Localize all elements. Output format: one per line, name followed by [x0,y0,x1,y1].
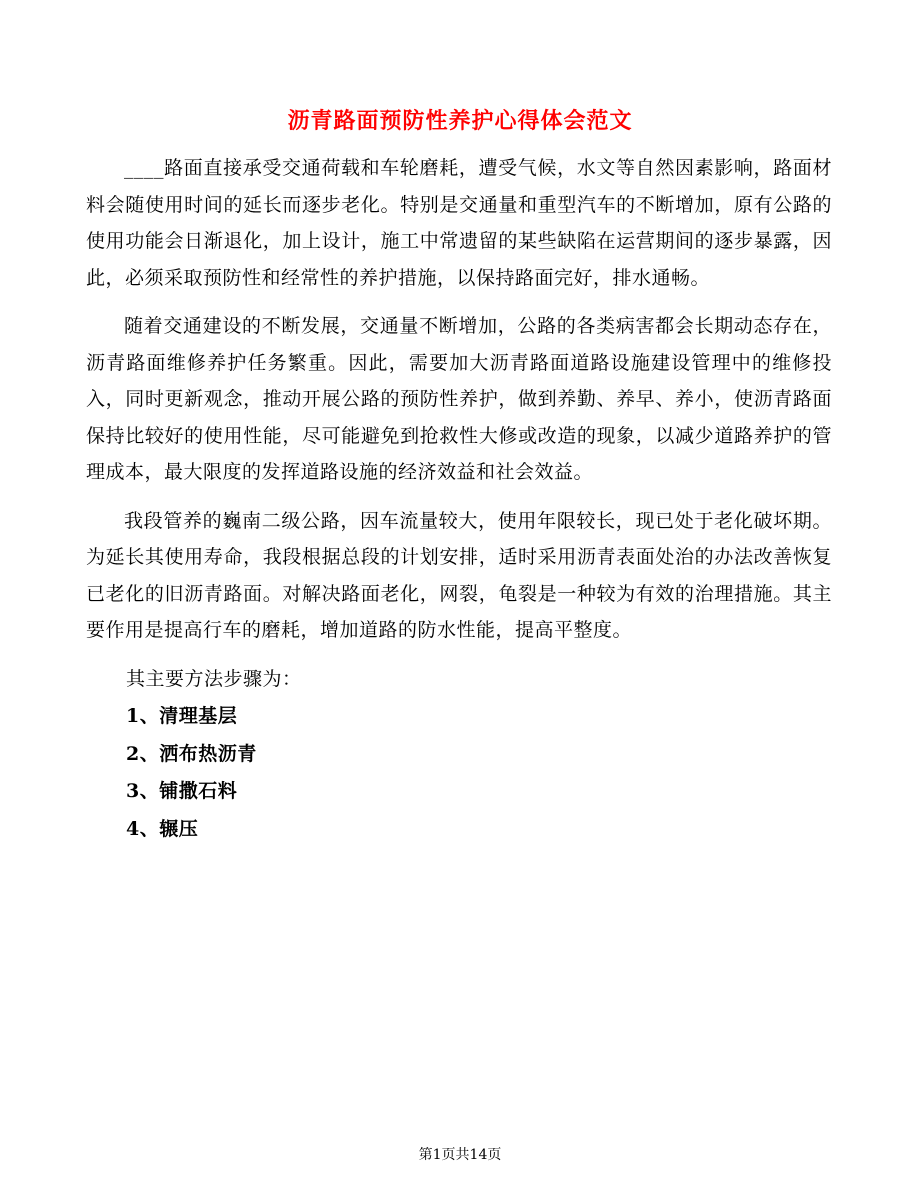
document-title: 沥青路面预防性养护心得体会范文 [287,108,633,134]
paragraph-2: 随着交通建设的不断发展，交通量不断增加，公路的各类病害都会长期动态存在，沥青路面维修养护任务繁重。因此，需要加大沥青路面道路设施建设管理中的维修投入，同时更新观念，推动开展公路的预防性养护，做到养勤、养早、养小，使沥青路面保持比较好的使用性能，尽可能避免到抢救性大修或改造的现象，以减少道路养护的管理成本，最大限度的发挥道路设施的经济效益和社会效益。 [86,315,832,483]
paragraph-1: ____路面直接承受交通荷载和车轮磨耗，遭受气候，水文等自然因素影响，路面材料会随使用时间的延长而逐步老化。特别是交通量和重型汽车的不断增加，原有公路的使用功能会日渐退化，加上设计，施工中常遗留的某些缺陷在运营期间的逐步暴露，因此，必须采取预防性和经常性的养护措施，以保持路面完好，排水通畅。 [86,157,832,289]
paragraph-3: 我段管养的巍南二级公路，因车流量较大，使用年限较长，现已处于老化破坏期。为延长其使用寿命，我段根据总段的计划安排，适时采用沥青表面处治的办法改善恢复已老化的旧沥青路面。对解决路面老化，网裂，龟裂是一种较为有效的治理措施。其主要作用是提高行车的磨耗，增加道路的防水性能，提高平整度。 [86,509,832,641]
step-item-1: 1、清理基层 [126,705,238,727]
steps-intro: 其主要方法步骤为： [126,667,302,690]
step-item-2: 2、洒布热沥青 [126,742,257,765]
page-number: 第1页共14页 [418,1147,502,1163]
document-body [86,150,832,848]
step-item-3: 3、铺撒石料 [126,780,238,802]
step-item-4: 4、辗压 [126,817,199,840]
